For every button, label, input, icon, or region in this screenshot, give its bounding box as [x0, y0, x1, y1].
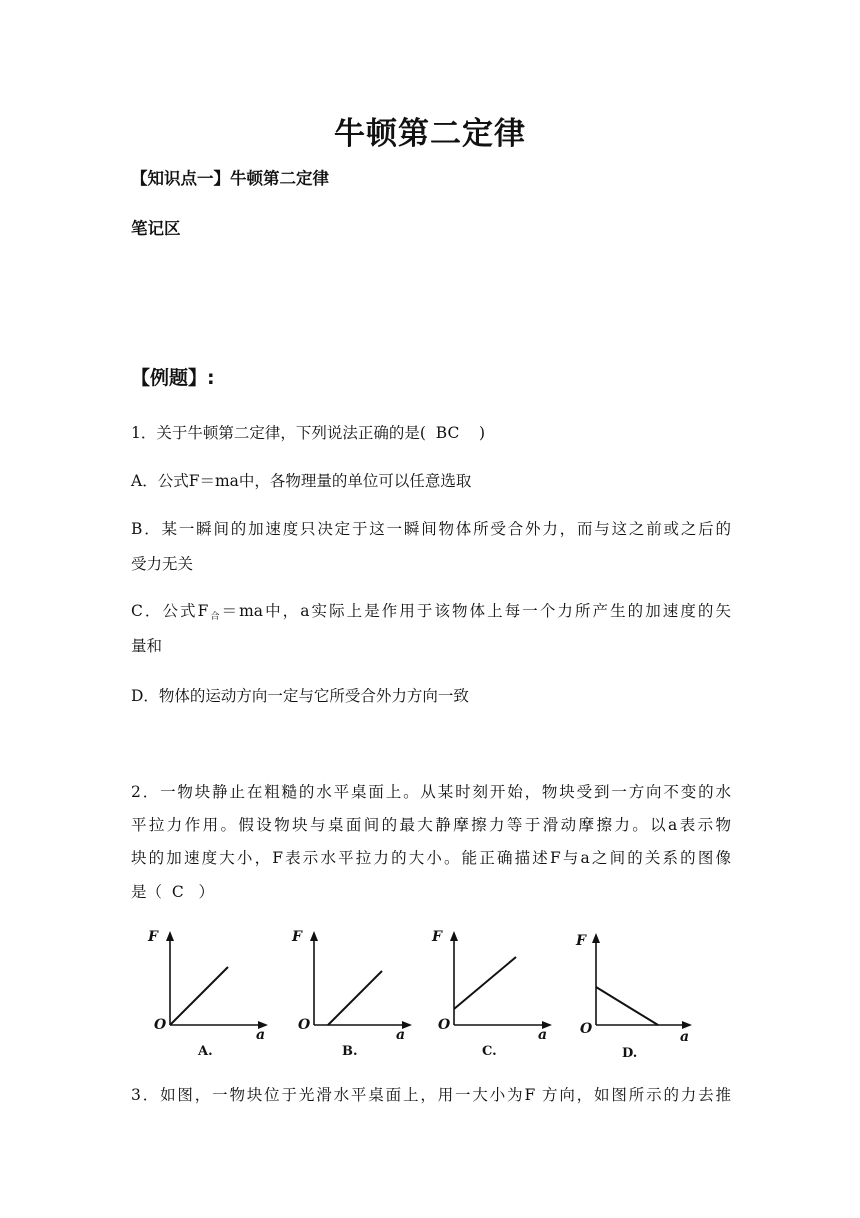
graph-a-y-label: F — [148, 929, 158, 945]
option-c-subscript: 合 — [208, 612, 222, 622]
graph-d-line — [596, 987, 658, 1025]
graph-c-caption: C. — [482, 1044, 497, 1059]
graph-d-caption: D. — [622, 1046, 638, 1061]
graph-a-origin: O — [154, 1017, 167, 1033]
answer-graphs — [0, 925, 860, 1065]
graph-d-origin: O — [580, 1021, 593, 1037]
graph-option-c — [424, 925, 564, 1065]
graph-b-origin: O — [298, 1017, 311, 1033]
question-1-option-d: D．物体的运动方向一定与它所受合外力方向一致 — [131, 687, 469, 705]
graph-option-a — [140, 925, 280, 1065]
question-1-stem: 1．关于牛顿第二定律，下列说法正确的是( BC ) — [131, 424, 486, 442]
graph-c-y-label: F — [432, 929, 442, 945]
graph-a-caption: A. — [198, 1044, 213, 1059]
page-title: 牛顿第二定律 — [334, 116, 526, 152]
graph-b-x-label: a — [396, 1027, 406, 1043]
question-2-line3: 块的加速度大小，F表示水平拉力的大小。能正确描述F与a之间的关系的图像 — [131, 849, 731, 867]
question-2-line2: 平拉力作用。假设物块与桌面间的最大静摩擦力等于滑动摩擦力。以a表示物 — [131, 816, 731, 834]
graph-d-y-label: F — [576, 933, 586, 949]
graph-b-caption: B. — [342, 1044, 358, 1059]
graph-c-origin: O — [438, 1017, 451, 1033]
option-c-prefix: C．公式F — [131, 602, 209, 620]
graph-a-x-label: a — [256, 1027, 266, 1043]
question-1-option-c-line2: 量和 — [131, 637, 163, 655]
graph-c-x-label: a — [538, 1027, 548, 1043]
question-2-line4: 是（ C ） — [131, 883, 214, 901]
knowledge-point-heading: 【知识点一】牛顿第二定律 — [131, 169, 329, 188]
graph-d-x-label: a — [680, 1029, 690, 1045]
graph-c-line — [454, 957, 516, 1009]
notes-area-heading: 笔记区 — [131, 219, 181, 238]
graph-b-line — [328, 971, 382, 1025]
graph-option-d — [566, 925, 706, 1065]
graph-b-y-label: F — [292, 929, 302, 945]
question-1-option-b-line1: B．某一瞬间的加速度只决定于这一瞬间物体所受合外力，而与这之前或之后的 — [131, 520, 731, 538]
graph-a-line — [170, 967, 228, 1025]
question-1-option-b-line2: 受力无关 — [131, 555, 194, 573]
graph-option-b — [284, 925, 424, 1065]
question-1-option-a: A．公式F＝ma中，各物理量的单位可以任意选取 — [131, 472, 472, 490]
question-3-stem: 3．如图，一物块位于光滑水平桌面上，用一大小为F 方向，如图所示的力去推 — [131, 1086, 731, 1104]
examples-heading: 【例题】: — [131, 367, 215, 389]
option-c-rest: ＝ma中，a实际上是作用于该物体上每一个力所产生的加速度的矢 — [221, 602, 731, 620]
question-1-option-c-line1 — [131, 599, 731, 622]
question-2-line1: 2．一物块静止在粗糙的水平桌面上。从某时刻开始，物块受到一方向不变的水 — [131, 783, 731, 801]
